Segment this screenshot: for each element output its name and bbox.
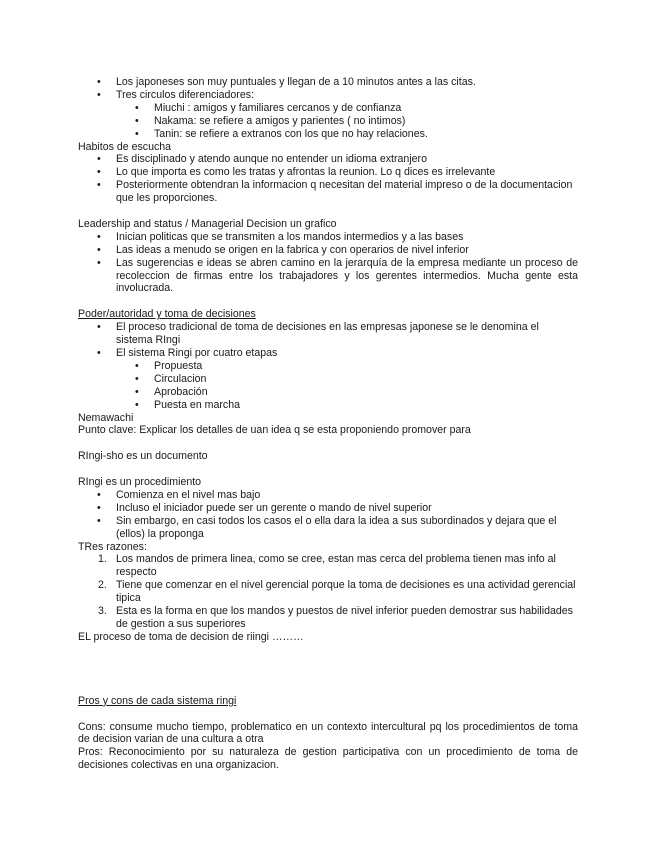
bullet-icon: • <box>97 166 101 179</box>
list-item-text: Esta es la forma en que los mandos y puestos de nivel inferior pueden demostrar sus habilidades de gestion a sus superiores <box>116 605 573 630</box>
list-item-text: Los japoneses son muy puntuales y llegan de a 10 minutos antes a las citas. <box>116 76 476 88</box>
bullet-icon: • <box>135 359 139 372</box>
bullet-icon: • <box>135 101 139 114</box>
list-item <box>78 373 578 386</box>
list-number: 1. <box>98 553 107 566</box>
list-item-text: Las ideas a menudo se origen en la fabrica y con operarios de nivel inferior <box>116 243 469 256</box>
spacer <box>78 463 578 476</box>
poder-list <box>78 321 578 360</box>
bullet-icon: • <box>97 179 101 192</box>
list-number: 3. <box>98 605 107 618</box>
bullet-icon: • <box>135 385 139 398</box>
list-item <box>78 386 578 399</box>
spacer <box>78 708 578 721</box>
bullet-icon: • <box>97 514 101 527</box>
closing-text: EL proceso de toma de decision de riingi ……… <box>78 630 304 643</box>
list-item <box>78 166 578 179</box>
bullet-icon: • <box>97 230 101 243</box>
list-item-text: Aprobación <box>154 385 208 398</box>
list-item <box>78 102 578 115</box>
ringi-procedimiento-text: RIngi es un procedimiento <box>78 476 202 489</box>
section-heading-poder: Poder/autoridad y toma de decisiones <box>78 308 256 321</box>
list-item-text: Lo que importa es como les tratas y afrontas la reunion. Lo q dices es irrelevante <box>116 166 496 179</box>
list-item-text: Tanin: se refiere a extranos con los que no hay relaciones. <box>154 127 428 140</box>
list-item <box>78 399 578 412</box>
list-item-text: Las sugerencias e ideas se abren camino en la jerarquía de la empresa mediante un proceso de recoleccion de firmas entre los trabajadores y los gerentes intermedios. Mucha gente esta involucrada. <box>116 256 578 295</box>
list-item <box>78 360 578 373</box>
list-item-text: Miuchi : amigos y familiares cercanos y de confianza <box>154 101 402 114</box>
list-item <box>78 502 578 515</box>
bullet-icon: • <box>135 114 139 127</box>
spacer <box>78 205 578 218</box>
pros-paragraph: Pros: Reconocimiento por su naturaleza de gestion participativa con un procedimiento de toma de decisiones colectivas en una organizacion. <box>78 746 578 772</box>
list-item <box>78 244 578 257</box>
bullet-icon: • <box>97 321 101 334</box>
circles-sublist <box>78 102 578 141</box>
leadership-list <box>78 231 578 296</box>
list-item-text: Tres circulos diferenciadores: <box>116 88 254 101</box>
list-item-text: Nakama: se refiere a amigos y parientes ( no intimos) <box>154 114 406 127</box>
list-item-text: Incluso el iniciador puede ser un gerente o mando de nivel superior <box>116 501 432 514</box>
list-item-text: Tiene que comenzar en el nivel gerencial porque la toma de decisiones es una actividad gerencial tipica <box>116 579 576 605</box>
spacer <box>78 644 578 682</box>
list-item <box>78 128 578 141</box>
bullet-icon: • <box>97 243 101 256</box>
list-item <box>78 347 578 360</box>
cons-paragraph: Cons: consume mucho tiempo, problematico en un contexto intercultural pq los procedimientos de toma de decision varian de una cultura a otra <box>78 720 578 746</box>
spacer <box>78 295 578 308</box>
list-item-text: Posteriormente obtendran la informacion q necesitan del material impreso o de la documentacion que les proporciones. <box>116 179 573 205</box>
intro-list <box>78 76 578 102</box>
bullet-icon: • <box>97 501 101 514</box>
procedimiento-list <box>78 489 578 541</box>
list-item-text: Propuesta <box>154 359 203 372</box>
habitos-list <box>78 153 578 205</box>
section-heading-leadership: Leadership and status / Managerial Decision un grafico <box>78 217 337 230</box>
bullet-icon: • <box>97 76 101 88</box>
list-item <box>78 489 578 502</box>
list-item-text: Es disciplinado y atendo aunque no entender un idioma extranjero <box>116 153 427 166</box>
spacer <box>78 437 578 450</box>
razones-heading: TRes razones: <box>78 540 147 553</box>
list-number: 2. <box>98 579 107 592</box>
bullet-icon: • <box>97 347 101 359</box>
list-item <box>78 179 578 205</box>
bullet-icon: • <box>135 398 139 411</box>
bullet-icon: • <box>97 256 101 269</box>
razones-list <box>78 553 578 630</box>
bullet-icon: • <box>135 372 139 385</box>
list-item-text: Los mandos de primera linea, como se cree, estan mas cerca del problema tienen mas info al respecto <box>116 553 556 579</box>
list-item-text: El proceso tradicional de toma de decisiones en las empresas japonese se le denomina el sistema RIngi <box>116 321 539 347</box>
section-heading-pros-cons: Pros y cons de cada sistema ringi <box>78 694 237 707</box>
list-item <box>78 89 578 102</box>
stages-sublist <box>78 360 578 412</box>
list-item <box>78 76 578 89</box>
list-item-text: Comienza en el nivel mas bajo <box>116 488 261 501</box>
list-item <box>78 553 578 579</box>
list-item-text: El sistema Ringi por cuatro etapas <box>116 347 278 359</box>
list-item <box>78 515 578 541</box>
list-item-text: Circulacion <box>154 372 207 385</box>
section-heading-habitos: Habitos de escucha <box>78 140 172 153</box>
nemawachi-label: Nemawachi <box>78 411 134 424</box>
list-item <box>78 153 578 166</box>
bullet-icon: • <box>97 88 101 101</box>
list-item-text: Sin embargo, en casi todos los casos el o ella dara la idea a sus subordinados y dejara que el (ellos) la proponga <box>116 514 557 540</box>
bullet-icon: • <box>97 488 101 501</box>
ringi-sho-text: RIngi-sho es un documento <box>78 450 208 463</box>
document-body <box>78 76 578 772</box>
list-item <box>78 321 578 347</box>
list-item-text: Puesta en marcha <box>154 398 240 411</box>
list-item <box>78 231 578 244</box>
list-item-text: Inician politicas que se transmiten a los mandos intermedios y a las bases <box>116 230 464 243</box>
list-item <box>78 115 578 128</box>
list-item <box>78 579 578 605</box>
list-item <box>78 605 578 631</box>
list-item <box>78 257 578 296</box>
bullet-icon: • <box>97 153 101 166</box>
punto-clave-text: Punto clave: Explicar los detalles de uan idea q se esta proponiendo promover para <box>78 424 471 437</box>
spacer <box>78 682 578 695</box>
bullet-icon: • <box>135 127 139 140</box>
